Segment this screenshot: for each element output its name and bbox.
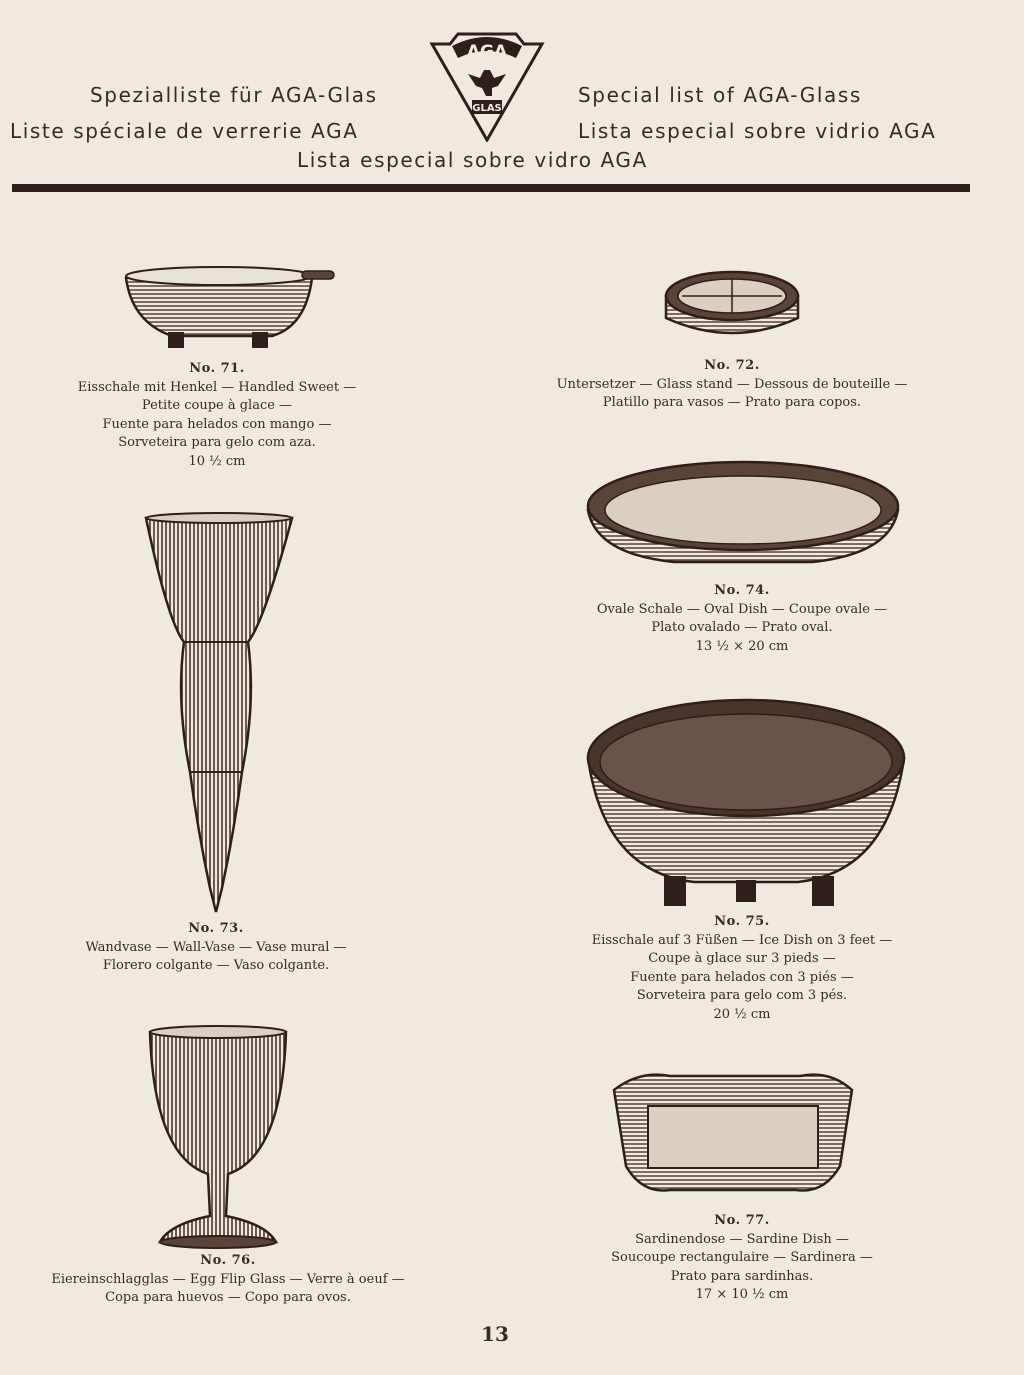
item-dimension: 17 × 10 ½ cm xyxy=(695,1287,789,1302)
sardine-dish-illustration xyxy=(610,1066,856,1196)
header-title-portuguese: Lista especial sobre vidro AGA xyxy=(297,148,648,172)
handled-sweet-dish-illustration xyxy=(122,256,336,352)
item-line: Florero colgante — Vaso colgante. xyxy=(102,958,330,973)
glass-stand-illustration xyxy=(662,264,802,346)
item-line: Wandvase — Wall-Vase — Vase mural — xyxy=(85,939,347,955)
item-line: Plato ovalado — Prato oval. xyxy=(651,620,833,635)
item-line: Platillo para vasos — Prato para copos. xyxy=(602,395,862,410)
item-dimension: 13 ½ × 20 cm xyxy=(695,638,789,654)
item-line: Eiereinschlagglas — Egg Flip Glass — Verre à oeuf — xyxy=(51,1271,405,1287)
item-line: Petite coupe à glace — xyxy=(141,398,293,413)
item-71 xyxy=(52,360,382,471)
logo-glas-text: GLAS xyxy=(472,103,502,114)
item-number: No. 77. xyxy=(714,1213,770,1228)
oval-dish-illustration xyxy=(584,458,902,574)
item-line: Eisschale mit Henkel — Handled Sweet — xyxy=(77,379,357,395)
item-line: Prato para sardinhas. xyxy=(670,1268,814,1284)
item-number: No. 74. xyxy=(714,583,770,598)
item-74 xyxy=(560,582,924,656)
item-number: No. 76. xyxy=(200,1253,256,1268)
item-72 xyxy=(550,357,914,413)
item-line: Fuente para helados con mango — xyxy=(102,416,332,432)
item-number: No. 75. xyxy=(714,914,770,929)
header-rule xyxy=(12,184,970,192)
item-line: Copa para huevos — Copo para ovos. xyxy=(105,1290,351,1305)
item-number: No. 73. xyxy=(188,921,244,936)
item-line: Sorveteira para gelo com aza. xyxy=(118,435,316,450)
header-title-german: Spezialliste für AGA-Glas xyxy=(90,83,378,107)
item-line: Ovale Schale — Oval Dish — Coupe ovale — xyxy=(596,601,888,617)
header-title-spanish: Lista especial sobre vidrio AGA xyxy=(578,119,937,143)
aga-logo xyxy=(428,30,546,142)
item-75 xyxy=(560,913,924,1024)
page-number: 13 xyxy=(481,1322,509,1346)
item-line: Sardinendose — Sardine Dish — xyxy=(635,1231,849,1247)
wall-vase-illustration xyxy=(144,512,294,914)
item-dimension: 20 ½ cm xyxy=(713,1006,771,1022)
header-title-french: Liste spéciale de verrerie AGA xyxy=(10,119,359,143)
ice-dish-three-feet-illustration xyxy=(584,696,908,910)
item-line: Untersetzer — Glass stand — Dessous de bouteille — xyxy=(556,376,908,392)
item-73 xyxy=(36,920,396,976)
item-76 xyxy=(26,1252,430,1308)
item-line: Sorveteira para gelo com 3 pés. xyxy=(636,988,848,1003)
header-title-english: Special list of AGA-Glass xyxy=(578,83,862,107)
logo-aga-text: AGA xyxy=(466,42,508,62)
item-line: Coupe à glace sur 3 pieds — xyxy=(648,951,836,966)
item-77 xyxy=(560,1212,924,1305)
item-number: No. 72. xyxy=(704,358,760,373)
item-dimension: 10 ½ cm xyxy=(188,453,246,469)
item-line: Eisschale auf 3 Füßen — Ice Dish on 3 feet — xyxy=(591,932,893,948)
item-line: Soucoupe rectangulaire — Sardinera — xyxy=(611,1250,873,1265)
egg-flip-glass-illustration xyxy=(146,1024,290,1250)
item-line: Fuente para helados con 3 piés — xyxy=(630,969,854,985)
item-number: No. 71. xyxy=(189,361,245,376)
